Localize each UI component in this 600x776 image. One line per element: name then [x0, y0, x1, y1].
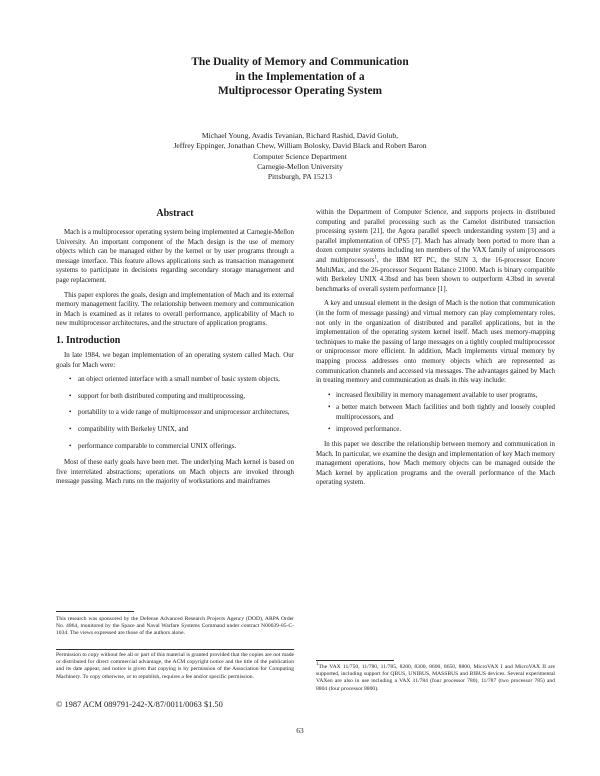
abstract-heading: Abstract: [156, 208, 194, 219]
body-text: within the Department of Computer Science, and supports projects in distributed computing and parallel processing such as the Camelot distributed transaction processing system [21], the Agora parallel speech understanding system [3] and a parallel implementation of OPS5 [7]. Mach has already been ported to more than a dozen computer systems including ten members of the VAX family of uniprocessors and multiprocessors: [316, 208, 555, 264]
footnote-sponsor: This research was sponsored by the Defense Advanced Research Projects Agency (DOD), ARPA Order No. 4864, monitored by the Space and Naval Warfare Systems Command under contract N00039-85-C-1034. The views expressed are those of the authors alone.: [56, 616, 294, 637]
page-number: 63: [296, 726, 304, 735]
affiliation-city: Pittsburgh, PA 15213: [267, 172, 333, 182]
footnote-divider: [56, 649, 294, 650]
footnote-marker: 1: [374, 255, 377, 261]
list-item: • compatibility with Berkeley UNIX, and: [56, 425, 294, 435]
right-column: [316, 208, 555, 493]
title-line: in the Implementation of a: [235, 70, 365, 83]
footnote-divider: [316, 660, 394, 661]
list-item: • improved performance.: [316, 425, 555, 435]
intro-closing-paragraph: Most of these early goals have been met. The underlying Mach kernel is based on five interrelated abstractions; operations on Mach objects are invoked through message passing. Mach runs on the majority of workstations and mainframes: [56, 458, 294, 486]
advantages-list: [316, 391, 555, 435]
copyright-line: © 1987 ACM 089791-242-X/87/0011/0063 $1.50: [56, 700, 223, 709]
goals-list: [56, 375, 294, 451]
body-paragraph: In this paper we describe the relationship between memory and communication in Mach. In particular, we examine the design and implementation of key Mach memory management operations, how Mach memory objects can be managed outside the Mach kernel by application programs and the overall performance of the Mach operating system.: [316, 440, 555, 487]
footnote-permission: Permission to copy without fee all or part of this material is granted provided that the copies are not made or distributed for direct commercial advantage, the ACM copyright notice and the title of the publication and its date appear, and notice is given that copying is by permission of the Association for Computing Machinery. To copy otherwise, or to republish, requires a fee and/or specific permission.: [56, 652, 294, 680]
author-names: Michael Young, Avadis Tevanian, Richard Rashid, David Golub,: [201, 131, 399, 140]
list-item: • an object oriented interface with a small number of basic system objects,: [56, 375, 294, 385]
left-column: [56, 208, 294, 492]
body-paragraph: [316, 208, 555, 294]
footnote-marker: 1: [316, 662, 319, 668]
list-item: • support for both distributed computing and multiprocessing,: [56, 392, 294, 402]
abstract-paragraph: This paper explores the goals, design and implementation of Mach and its external memory management facility. The relationship between memory and communication in Mach is examined as it relates to overall performance, applicability of Mach to new multiprocessor architectures, and the structure of application programs.: [56, 290, 294, 328]
list-item: • a better match between Mach facilities and both tightly and loosely coupled multiprocessors, and: [316, 403, 555, 422]
footnote-text: The VAX 11/750, 11/780, 11/785, 8200, 8300, 8600, 8650, 8800, MicroVAX I and MicroVAX II are supported, including support for QBUS, UNIBUS, MASSBUS and BIBUS devices. Several experimental VAXen are also in use including a VAX 11/784 (four processor 780), 11/787 (two processor 785) and 8804 (four processor 8800).: [316, 664, 555, 692]
footnote-vax: [316, 664, 555, 693]
author-names: Jeffrey Eppinger, Jonathan Chew, William Bolosky, David Black and Robert Baron: [173, 141, 427, 151]
paper-title: [0, 55, 600, 99]
list-item: • portability to a wide range of multiprocessor and uniprocessor architectures,: [56, 408, 294, 418]
affiliation-university: Carnegie-Mellon University: [257, 161, 343, 171]
list-item: • performance comparable to commercial UNIX offerings.: [56, 442, 294, 452]
abstract-paragraph: Mach is a multiprocessor operating system being implemented at Carnegie-Mellon University. An important component of the Mach design is the use of memory objects which can be managed either by the kernel or by user programs through a message interface. This feature allows applications such as transaction management systems to participate in decisions regarding secondary storage management and page replacement.: [56, 228, 294, 284]
title-line: Multiprocessor Operating System: [217, 85, 383, 97]
author-block: [0, 131, 600, 182]
list-item: • increased flexibility in memory management available to user programs,: [316, 391, 555, 401]
intro-lead-paragraph: In late 1984, we began implementation of an operating system called Mach. Our goals for Mach were:: [56, 350, 294, 369]
body-text: , the IBM RT PC, the SUN 3, the 16-processor Encore MultiMax, and the 26-processor Sequent Balance 21000. Mach is binary compatible with Berkeley UNIX 4.3bsd and has been shown to outperform 4.3bsd in several benchmarks of overall system performance [1].: [316, 255, 555, 293]
footnote-divider: [56, 611, 134, 612]
body-paragraph: A key and unusual element in the design of Mach is the notion that communication (in the form of message passing) and virtual memory can play complementary roles, not only in the organization of distributed and parallel applications, but in the implementation of the operating system kernel itself. Mach uses memory-mapping techniques to make the passing of large messages on a tightly coupled multiprocessor or uniprocessor more efficient. In addition, Mach implements virtual memory by mapping process addresses onto memory objects which are represented as communication channels and accessed via messages. The advantages gained by Mach in treating memory and communication as duals in this way include:: [316, 299, 555, 385]
affiliation-department: Computer Science Department: [253, 151, 347, 161]
title-line: The Duality of Memory and Communication: [191, 56, 409, 68]
section-heading-introduction: 1. Introduction: [56, 334, 121, 346]
